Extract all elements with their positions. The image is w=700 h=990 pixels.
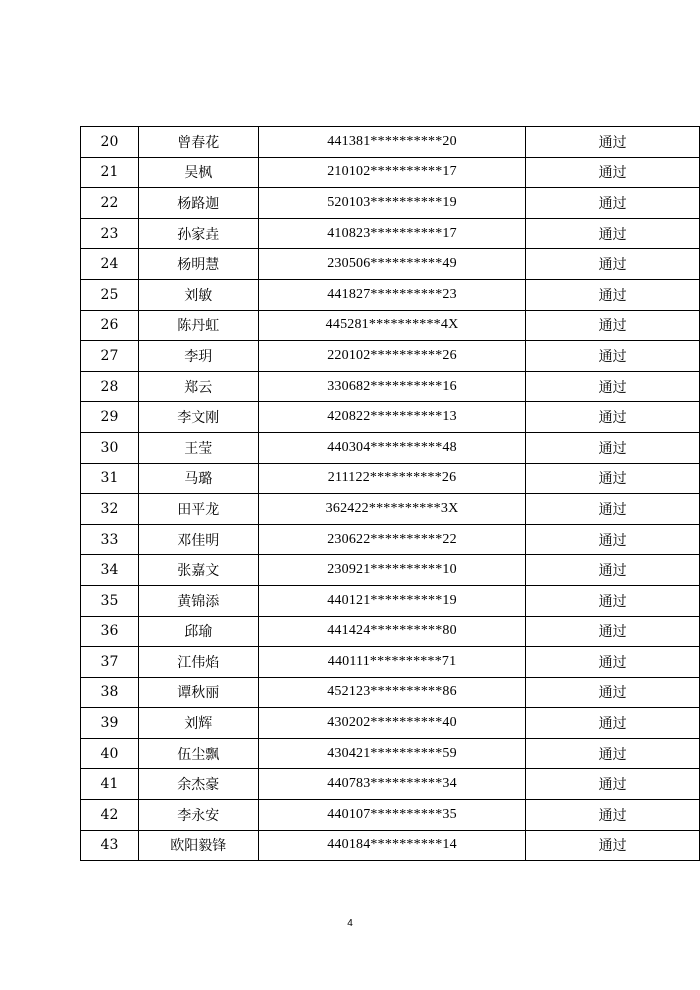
table-row	[81, 677, 700, 708]
name-cell: 杨明慧	[138, 249, 258, 280]
row-number-cell: 37	[81, 647, 139, 678]
table-row	[81, 585, 700, 616]
row-number-cell: 40	[81, 738, 139, 769]
id-number-cell: 210102**********17	[258, 157, 526, 188]
table-row	[81, 524, 700, 555]
id-number-cell: 440304**********48	[258, 432, 526, 463]
name-cell: 孙家垚	[138, 218, 258, 249]
id-number-cell: 430202**********40	[258, 708, 526, 739]
table-row	[81, 371, 700, 402]
id-number-cell: 430421**********59	[258, 738, 526, 769]
result-cell: 通过	[526, 249, 700, 280]
row-number-cell: 35	[81, 585, 139, 616]
id-number-cell: 440783**********34	[258, 769, 526, 800]
result-cell: 通过	[526, 188, 700, 219]
result-cell: 通过	[526, 371, 700, 402]
row-number-cell: 26	[81, 310, 139, 341]
result-cell: 通过	[526, 647, 700, 678]
name-cell: 郑云	[138, 371, 258, 402]
name-cell: 伍尘飘	[138, 738, 258, 769]
name-cell: 谭秋丽	[138, 677, 258, 708]
table-row	[81, 432, 700, 463]
id-number-cell: 440184**********14	[258, 830, 526, 861]
page-number: 4	[347, 918, 353, 929]
name-cell: 张嘉文	[138, 555, 258, 586]
table-row	[81, 279, 700, 310]
results-table-body	[81, 127, 700, 861]
id-number-cell: 330682**********16	[258, 371, 526, 402]
id-number-cell: 440107**********35	[258, 800, 526, 831]
id-number-cell: 441424**********80	[258, 616, 526, 647]
id-number-cell: 230506**********49	[258, 249, 526, 280]
name-cell: 余杰豪	[138, 769, 258, 800]
row-number-cell: 20	[81, 127, 139, 158]
id-number-cell: 420822**********13	[258, 402, 526, 433]
name-cell: 李永安	[138, 800, 258, 831]
row-number-cell: 25	[81, 279, 139, 310]
result-cell: 通过	[526, 555, 700, 586]
name-cell: 曾春花	[138, 127, 258, 158]
table-row	[81, 310, 700, 341]
name-cell: 王莹	[138, 432, 258, 463]
result-cell: 通过	[526, 341, 700, 372]
row-number-cell: 38	[81, 677, 139, 708]
table-row	[81, 127, 700, 158]
name-cell: 刘辉	[138, 708, 258, 739]
result-cell: 通过	[526, 402, 700, 433]
name-cell: 邱瑜	[138, 616, 258, 647]
id-number-cell: 452123**********86	[258, 677, 526, 708]
row-number-cell: 32	[81, 494, 139, 525]
result-cell: 通过	[526, 616, 700, 647]
table-row	[81, 738, 700, 769]
row-number-cell: 22	[81, 188, 139, 219]
name-cell: 陈丹虹	[138, 310, 258, 341]
result-cell: 通过	[526, 218, 700, 249]
id-number-cell: 410823**********17	[258, 218, 526, 249]
id-number-cell: 441827**********23	[258, 279, 526, 310]
name-cell: 吴枫	[138, 157, 258, 188]
name-cell: 邓佳明	[138, 524, 258, 555]
table-row	[81, 463, 700, 494]
name-cell: 江伟焰	[138, 647, 258, 678]
name-cell: 马璐	[138, 463, 258, 494]
results-table	[80, 126, 700, 861]
id-number-cell: 445281**********4X	[258, 310, 526, 341]
result-cell: 通过	[526, 769, 700, 800]
row-number-cell: 33	[81, 524, 139, 555]
id-number-cell: 230921**********10	[258, 555, 526, 586]
id-number-cell: 220102**********26	[258, 341, 526, 372]
name-cell: 田平龙	[138, 494, 258, 525]
table-row	[81, 616, 700, 647]
result-cell: 通过	[526, 708, 700, 739]
table-row	[81, 800, 700, 831]
table-row	[81, 249, 700, 280]
table-row	[81, 830, 700, 861]
row-number-cell: 43	[81, 830, 139, 861]
id-number-cell: 211122**********26	[258, 463, 526, 494]
table-row	[81, 188, 700, 219]
result-cell: 通过	[526, 279, 700, 310]
row-number-cell: 21	[81, 157, 139, 188]
id-number-cell: 362422**********3X	[258, 494, 526, 525]
result-cell: 通过	[526, 127, 700, 158]
row-number-cell: 24	[81, 249, 139, 280]
result-cell: 通过	[526, 494, 700, 525]
result-cell: 通过	[526, 157, 700, 188]
row-number-cell: 29	[81, 402, 139, 433]
table-row	[81, 402, 700, 433]
table-row	[81, 769, 700, 800]
row-number-cell: 41	[81, 769, 139, 800]
row-number-cell: 30	[81, 432, 139, 463]
name-cell: 李玥	[138, 341, 258, 372]
table-row	[81, 708, 700, 739]
result-cell: 通过	[526, 524, 700, 555]
result-cell: 通过	[526, 738, 700, 769]
table-row	[81, 341, 700, 372]
result-cell: 通过	[526, 310, 700, 341]
table-row	[81, 218, 700, 249]
result-cell: 通过	[526, 585, 700, 616]
row-number-cell: 42	[81, 800, 139, 831]
result-cell: 通过	[526, 677, 700, 708]
row-number-cell: 31	[81, 463, 139, 494]
name-cell: 李文刚	[138, 402, 258, 433]
row-number-cell: 28	[81, 371, 139, 402]
result-cell: 通过	[526, 800, 700, 831]
result-cell: 通过	[526, 463, 700, 494]
id-number-cell: 230622**********22	[258, 524, 526, 555]
row-number-cell: 27	[81, 341, 139, 372]
row-number-cell: 39	[81, 708, 139, 739]
id-number-cell: 440111**********71	[258, 647, 526, 678]
result-cell: 通过	[526, 830, 700, 861]
name-cell: 黄锦添	[138, 585, 258, 616]
id-number-cell: 440121**********19	[258, 585, 526, 616]
id-number-cell: 441381**********20	[258, 127, 526, 158]
row-number-cell: 36	[81, 616, 139, 647]
row-number-cell: 34	[81, 555, 139, 586]
result-cell: 通过	[526, 432, 700, 463]
name-cell: 刘敏	[138, 279, 258, 310]
table-row	[81, 494, 700, 525]
id-number-cell: 520103**********19	[258, 188, 526, 219]
name-cell: 欧阳毅锋	[138, 830, 258, 861]
table-row	[81, 647, 700, 678]
table-row	[81, 555, 700, 586]
name-cell: 杨路迦	[138, 188, 258, 219]
table-row	[81, 157, 700, 188]
row-number-cell: 23	[81, 218, 139, 249]
